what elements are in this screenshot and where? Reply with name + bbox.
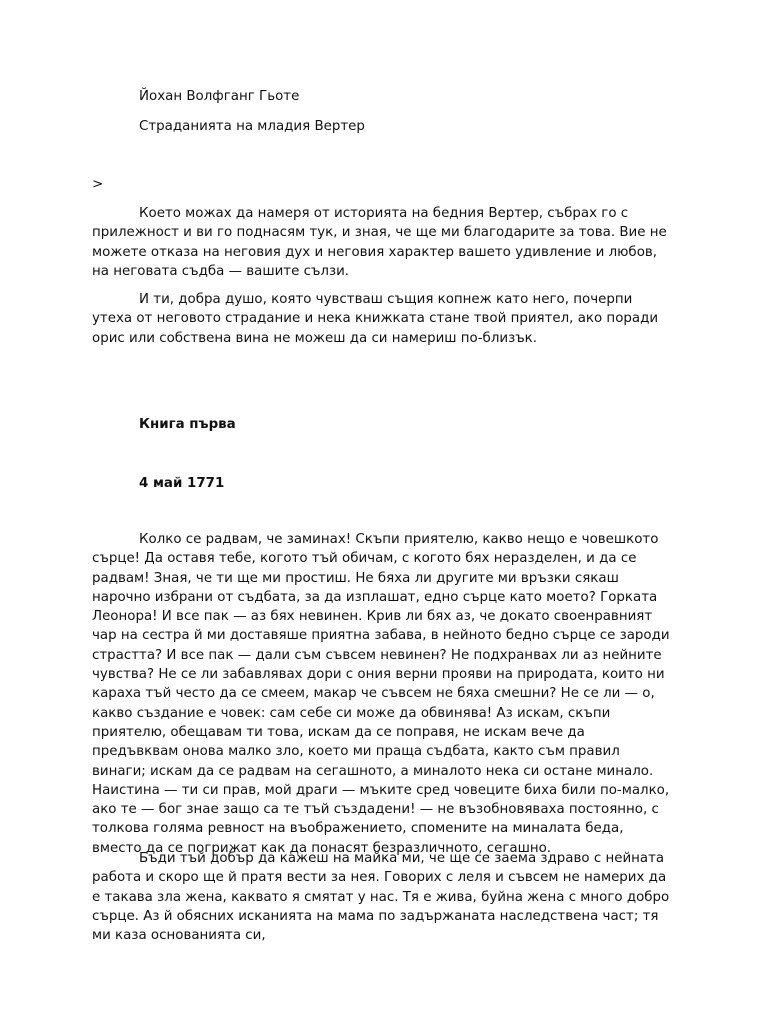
quote-marker: > xyxy=(92,177,104,192)
body-paragraph-2: Бъди тъй добър да кажеш на майка ми, че ще се заема здраво с нейната работа и скоро ще й пратя вести за нея. Говорих с леля и съвсем не намерих да е такава зла жена, каквато я смятат у нас. Тя е жива, буйна жена с много добро сърце. Аз й обясних исканията на мама по задържаната наследствена част; тя ми каза основанията си, xyxy=(92,851,670,944)
preface-paragraph-1-block xyxy=(92,204,672,281)
body-paragraph-2-block xyxy=(92,849,672,945)
date-heading: 4 май 1771 xyxy=(139,476,225,491)
preface-paragraph-1: Което можах да намеря от историята на бедния Вертер, събрах го с прилежност и ви го поднасям тук, и зная, че ще ми благодарите за това. Вие не можете отказа на неговия дух и неговия характер вашето удивление и любов, на неговата съдба — вашите сълзи. xyxy=(92,206,667,279)
body-paragraph-1: Колко се радвам, че заминах! Скъпи приятелю, какво нещо е човешкото сърце! Да оставя тебе, когото тъй обичам, с когото бях неразделен, и да се радвам! Зная, че ти ще ми простиш. Не бяха ли другите ми връзки сякаш нарочно избрани от съдбата, за да изплашат, едно сърце като моето? Горката Леонора! И все пак — аз бях невинен. Крив ли бях аз, че докато своенравният чар на сестра й ми доставяше приятна забава, в нейното бедно сърце се зароди страстта? И все пак — дали съм съвсем невинен? Не подхранвах ли аз нейните чувства? Не се ли забавлявах дори с ония верни прояви на природата, които ни караха тъй често да се смеем, макар че съвсем не бяха смешни? Не се ли — о, какво създание е човек: сам себе си може да обвинява! Аз искам, скъпи приятелю, обещавам ти това, искам да се поправя, не искам вече да предъвквам онова малко зло, което ми праща съдбата, както съм правил винаги; искам да се радвам на сегашното, а миналото нека си остане минало. Наистина — ти си прав, мой драги — мъките сред човеците биха били по-малко, ако те — бог знае защо са те тъй създадени! — не възобновяваха постоянно, с толкова голяма ревност на въображението, спомените на миналата беда, вместо да се погрижат как да понасят безразличното, сегашно. xyxy=(92,532,670,856)
date-heading-line xyxy=(92,474,672,493)
preface-paragraph-2-block xyxy=(92,290,672,348)
preface-paragraph-2: И ти, добра душо, която чувстваш същия копнеж като него, почерпи утеха от неговото страдание и нека книжката стане твой приятел, ако поради орис или собствена вина не можеш да си намериш по-близък. xyxy=(92,292,659,346)
marker-line xyxy=(92,175,672,194)
author-name: Йохан Волфганг Гьоте xyxy=(139,89,300,104)
book-heading: Книга първа xyxy=(139,417,236,432)
title-line xyxy=(92,117,672,136)
author-line xyxy=(92,87,672,106)
book-title: Страданията на младия Вертер xyxy=(139,119,365,134)
body-paragraph-1-block xyxy=(92,530,672,858)
book-heading-line xyxy=(92,415,672,434)
